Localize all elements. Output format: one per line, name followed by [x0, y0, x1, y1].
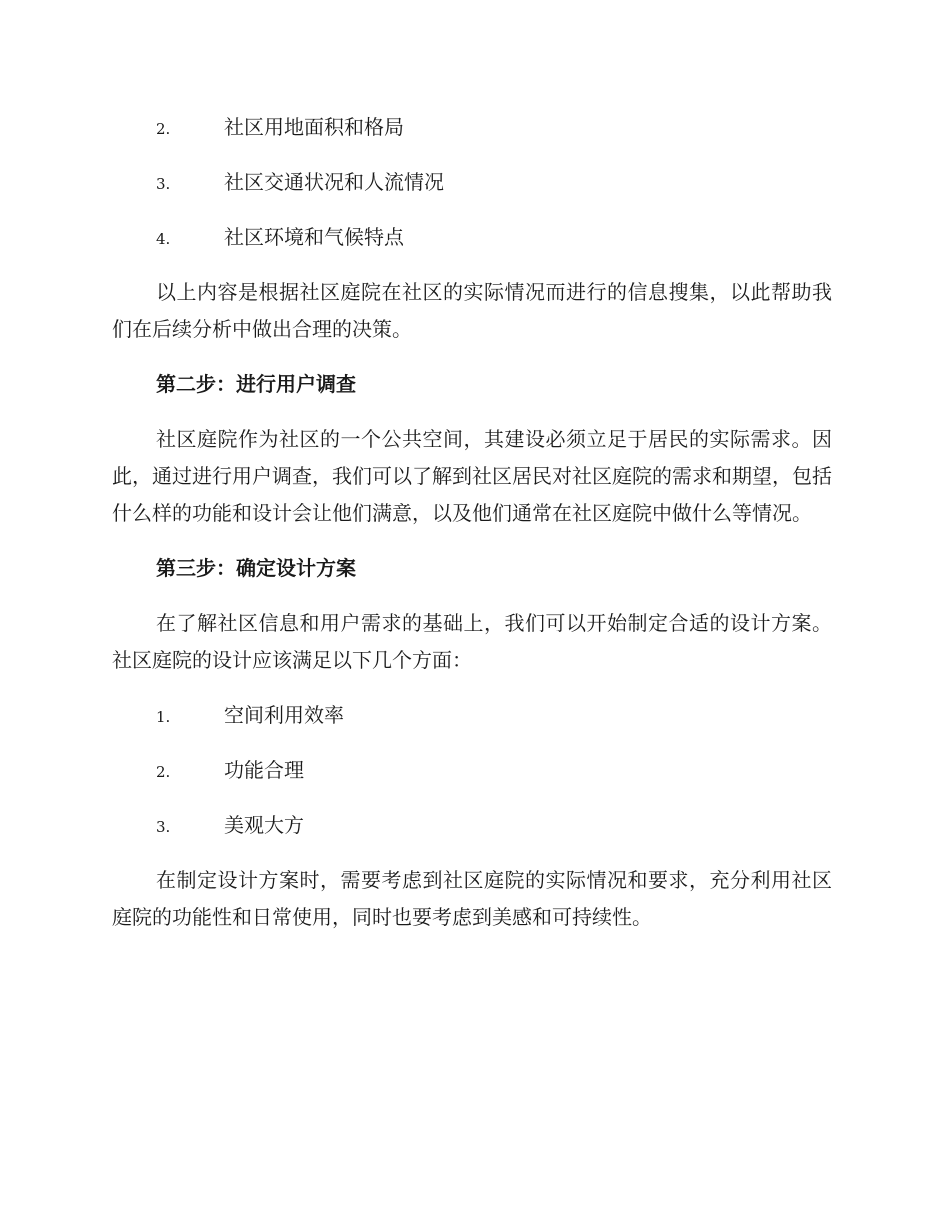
- list-number: 2.: [156, 120, 171, 138]
- list-number: 3.: [156, 175, 171, 193]
- design-criteria-list: [112, 688, 832, 853]
- list-item: [112, 743, 832, 798]
- list-item: [112, 798, 832, 853]
- list-text: 美观大方: [224, 813, 304, 837]
- list-number: 1.: [156, 708, 171, 726]
- list-item: [112, 688, 832, 743]
- list-number: 2.: [156, 763, 171, 781]
- paragraph-conclusion: 在制定设计方案时，需要考虑到社区庭院的实际情况和要求，充分利用社区庭院的功能性和日常使用，同时也要考虑到美感和可持续性。: [112, 868, 832, 929]
- list-number: 3.: [156, 818, 171, 836]
- document-body: [112, 100, 832, 945]
- list-text: 社区用地面积和格局: [224, 115, 404, 139]
- info-list: [112, 100, 832, 265]
- paragraph-design-plan: 在了解社区信息和用户需求的基础上，我们可以开始制定合适的设计方案。社区庭院的设计应该满足以下几个方面：: [112, 611, 832, 672]
- list-item: [112, 155, 832, 210]
- list-text: 社区交通状况和人流情况: [224, 170, 444, 194]
- list-number: 4.: [156, 230, 171, 248]
- list-text: 社区环境和气候特点: [224, 225, 404, 249]
- paragraph-user-survey: 社区庭院作为社区的一个公共空间，其建设必须立足于居民的实际需求。因此，通过进行用户调查，我们可以了解到社区居民对社区庭院的需求和期望，包括什么样的功能和设计会让他们满意，以及他们通常在社区庭院中做什么等情况。: [112, 427, 832, 525]
- heading-step-three: 第三步：确定设计方案: [156, 556, 356, 580]
- list-text: 功能合理: [224, 758, 304, 782]
- paragraph-summary: 以上内容是根据社区庭院在社区的实际情况而进行的信息搜集，以此帮助我们在后续分析中做出合理的决策。: [112, 280, 832, 341]
- list-item: [112, 210, 832, 265]
- heading-step-two: 第二步：进行用户调查: [156, 372, 356, 396]
- list-item: [112, 100, 832, 155]
- list-text: 空间利用效率: [224, 703, 344, 727]
